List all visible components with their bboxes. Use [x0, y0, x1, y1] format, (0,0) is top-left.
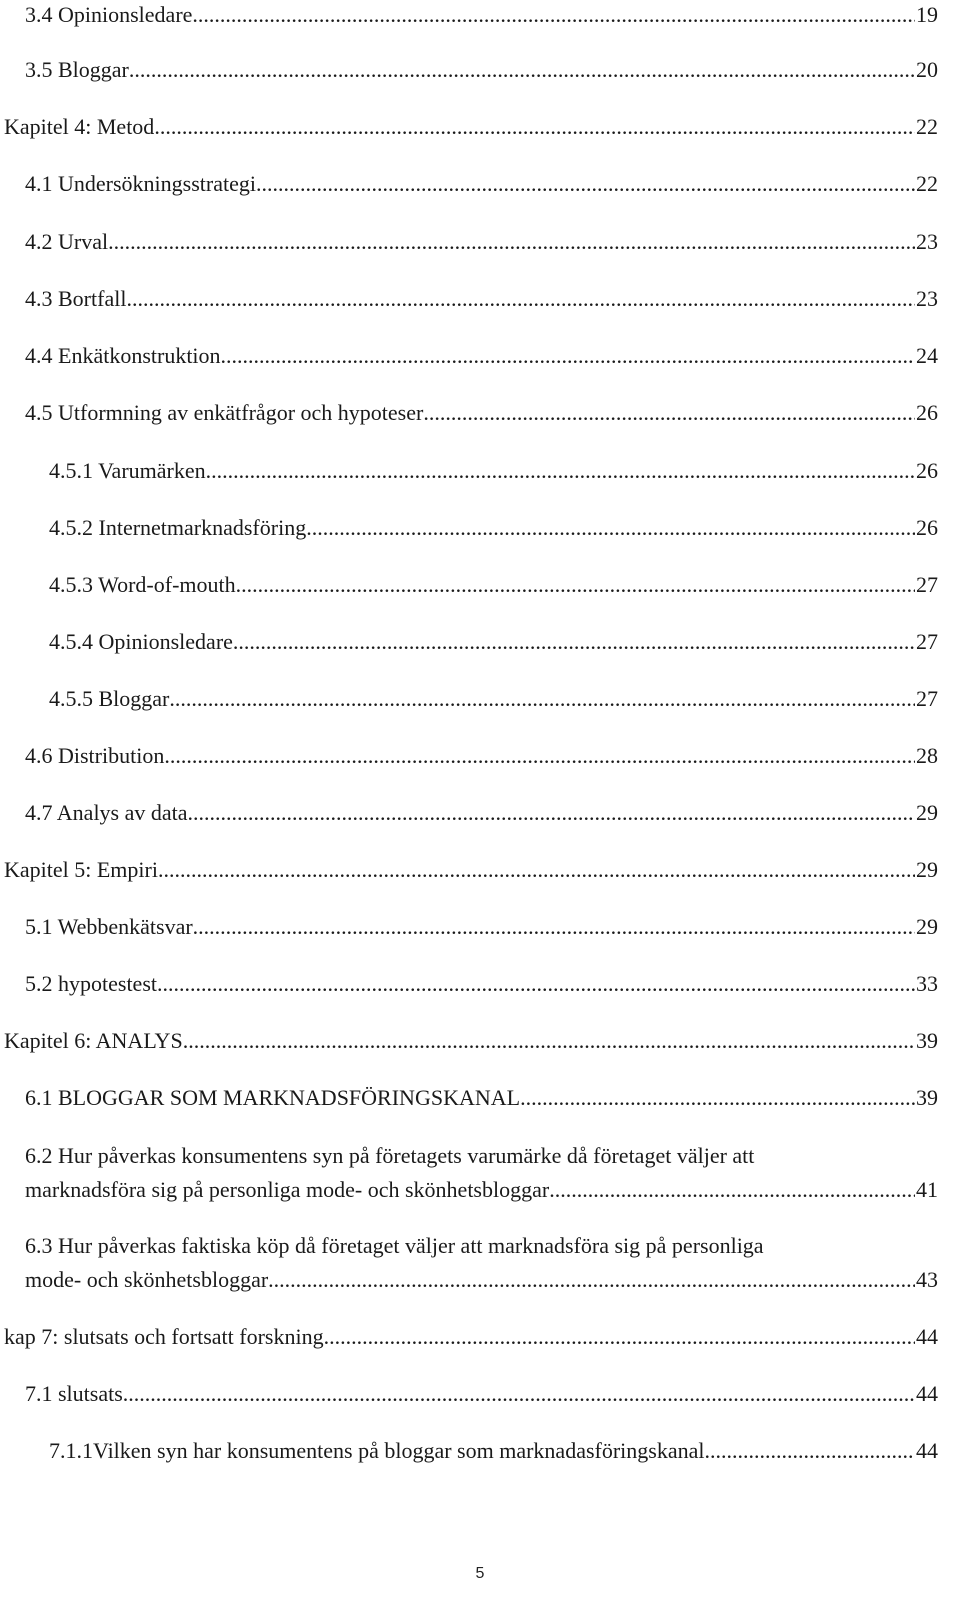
toc-entry-page: 29	[916, 800, 938, 825]
toc-entry-title: 4.5.4 Opinionsledare	[49, 629, 233, 654]
toc-entry-title-line1: 6.3 Hur påverkas faktiska köp då företaget väljer att marknadsföra sig på personliga	[25, 1233, 764, 1258]
dot-leader	[164, 741, 915, 771]
toc-entry-page: 28	[916, 743, 938, 768]
dot-leader	[423, 398, 915, 428]
toc-entry[interactable]	[0, 969, 960, 999]
toc-entry[interactable]	[0, 284, 960, 314]
toc-entry-page: 39	[916, 1028, 938, 1053]
toc-entry[interactable]	[0, 398, 960, 428]
toc-entry[interactable]	[0, 1322, 960, 1352]
page-number: 5	[475, 1565, 485, 1582]
dot-leader	[206, 456, 915, 486]
toc-entry-title: 4.5.3 Word-of-mouth	[49, 572, 236, 597]
dot-leader	[158, 855, 915, 885]
dot-leader	[154, 112, 915, 142]
toc-entry-first-line[interactable]	[0, 1231, 960, 1261]
dot-leader	[188, 798, 915, 828]
toc-entry[interactable]	[0, 570, 960, 600]
toc-entry-page: 33	[916, 971, 938, 996]
toc-entry-page: 26	[916, 458, 938, 483]
toc-entry-page: 44	[916, 1438, 938, 1463]
toc-entry-page: 26	[916, 515, 938, 540]
toc-entry-page: 27	[916, 686, 938, 711]
toc-entry-page: 44	[916, 1381, 938, 1406]
toc-entry-title: 7.1.1Vilken syn har konsumentens på bloggar som marknadasföringskanal	[49, 1438, 705, 1463]
dot-leader	[157, 969, 915, 999]
dot-leader	[193, 912, 915, 942]
toc-entry-title: 4.1 Undersökningsstrategi	[25, 171, 256, 196]
toc-entry-page: 19	[916, 2, 938, 27]
toc-entry-page: 29	[916, 914, 938, 939]
toc-entry-page: 20	[916, 57, 938, 82]
toc-entry-page: 41	[916, 1177, 938, 1202]
toc-entry[interactable]	[0, 1436, 960, 1466]
dot-leader	[268, 1265, 915, 1295]
toc-entry[interactable]	[0, 1083, 960, 1113]
dot-leader	[705, 1436, 916, 1466]
toc-entry-page: 26	[916, 400, 938, 425]
toc-entry-title: 4.7 Analys av data	[25, 800, 188, 825]
toc-entry-title: Kapitel 4: Metod	[4, 114, 155, 139]
dot-leader	[549, 1175, 915, 1205]
toc-entry[interactable]	[0, 55, 960, 85]
toc-entry-first-line[interactable]	[0, 1141, 960, 1171]
toc-entry-title: marknadsföra sig på personliga mode- och skönhetsbloggar	[25, 1177, 550, 1202]
dot-leader	[236, 570, 915, 600]
toc-entry-title: 6.1 BLOGGAR SOM MARKNADSFÖRINGSKANAL	[25, 1085, 521, 1110]
toc-entry-page: 22	[916, 114, 938, 139]
dot-leader	[306, 513, 915, 543]
toc-entry-title: Kapitel 5: Empiri	[4, 857, 158, 882]
toc-entry[interactable]	[0, 627, 960, 657]
toc-entry-page: 23	[916, 286, 938, 311]
dot-leader	[169, 684, 915, 714]
dot-leader	[233, 627, 915, 657]
toc-entry-title: mode- och skönhetsbloggar	[25, 1267, 269, 1292]
toc-entry-title: 4.4 Enkätkonstruktion	[25, 343, 221, 368]
dot-leader	[183, 1026, 915, 1056]
toc-entry-title: 4.5.2 Internetmarknadsföring	[49, 515, 307, 540]
toc-entry-page: 23	[916, 229, 938, 254]
toc-entry[interactable]	[0, 1026, 960, 1056]
toc-entry-title: kap 7: slutsats och fortsatt forskning	[4, 1324, 324, 1349]
toc-entry[interactable]	[0, 112, 960, 142]
toc-entry[interactable]	[0, 798, 960, 828]
toc-entry[interactable]	[0, 169, 960, 199]
toc-entry-title: 4.5 Utformning av enkätfrågor och hypoteser	[25, 400, 424, 425]
toc-entry-title: 4.2 Urval	[25, 229, 109, 254]
toc-entry[interactable]	[0, 513, 960, 543]
toc-entry-page: 22	[916, 171, 938, 196]
toc-entry-page: 43	[916, 1267, 938, 1292]
toc-entry-page: 44	[916, 1324, 938, 1349]
toc-entry-page: 27	[916, 629, 938, 654]
dot-leader	[126, 284, 915, 314]
dot-leader	[324, 1322, 915, 1352]
toc-entry-page: 24	[916, 343, 938, 368]
toc-entry-title: 5.1 Webbenkätsvar	[25, 914, 193, 939]
toc-entry[interactable]	[0, 456, 960, 486]
toc-entry[interactable]	[0, 341, 960, 371]
toc-entry[interactable]	[0, 912, 960, 942]
toc-entry-page: 39	[916, 1085, 938, 1110]
toc-entry[interactable]	[0, 0, 960, 30]
toc-entry-title: 4.6 Distribution	[25, 743, 165, 768]
toc-entry-title: 7.1 slutsats	[25, 1381, 123, 1406]
dot-leader	[123, 1379, 915, 1409]
toc-entry-title: 3.5 Bloggar	[25, 57, 129, 82]
toc-entry-title: 4.5.1 Varumärken	[49, 458, 206, 483]
toc-entry-page: 27	[916, 572, 938, 597]
toc-entry[interactable]	[0, 1175, 960, 1205]
toc-entry-title: 4.3 Bortfall	[25, 286, 127, 311]
dot-leader	[221, 341, 915, 371]
toc-entry[interactable]	[0, 1265, 960, 1295]
toc-entry-title-line1: 6.2 Hur påverkas konsumentens syn på företagets varumärke då företaget väljer att	[25, 1143, 755, 1168]
toc-entry-title: 4.5.5 Bloggar	[49, 686, 170, 711]
dot-leader	[108, 227, 915, 257]
dot-leader	[129, 55, 915, 85]
dot-leader	[520, 1083, 915, 1113]
toc-entry-title: 3.4 Opinionsledare	[25, 2, 193, 27]
dot-leader	[192, 0, 915, 30]
toc-entry[interactable]	[0, 741, 960, 771]
toc-entry[interactable]	[0, 684, 960, 714]
toc-entry[interactable]	[0, 855, 960, 885]
toc-entry-page: 29	[916, 857, 938, 882]
dot-leader	[256, 169, 915, 199]
toc-entry[interactable]	[0, 1379, 960, 1409]
toc-entry-title: 5.2 hypotestest	[25, 971, 157, 996]
toc-entry-title: Kapitel 6: ANALYS	[4, 1028, 183, 1053]
toc-entry[interactable]	[0, 227, 960, 257]
